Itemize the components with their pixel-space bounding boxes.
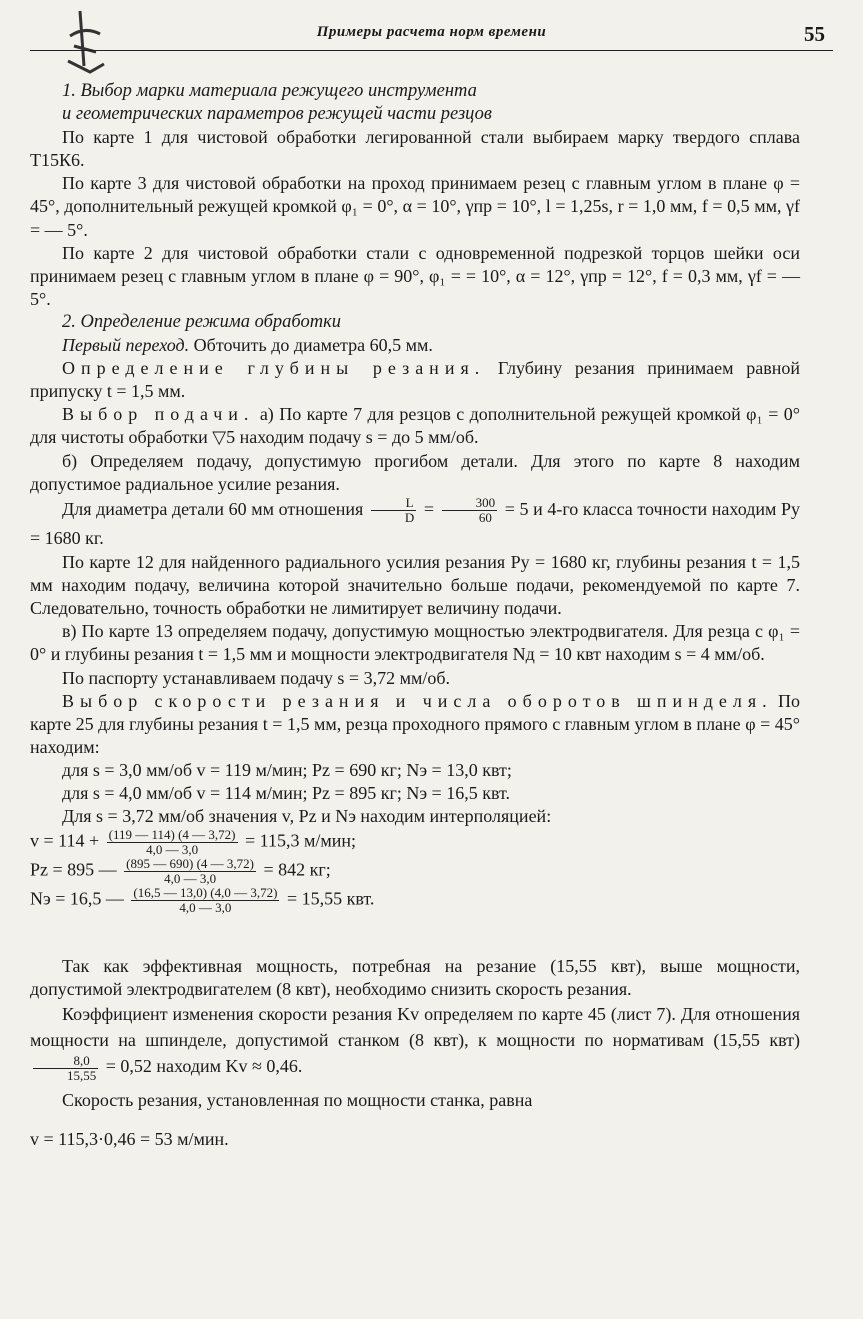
equation-final: v = 115,3·0,46 = 53 м/мин. (30, 1128, 229, 1149)
equation-n: Nэ = 16,5 — $\frac{(16,5 — 13,0) (4,0 — 3,72)}{4,0 — 3,0}$ = 15,55 квт. (30, 885, 375, 916)
section-heading-1-cont: и геометрических параметров режущей части резцов (62, 104, 492, 125)
fraction: $\frac{(119 — 114) (4 — 3,72)}{4,0 — 3,0}$ (108, 827, 236, 858)
paragraph: Так как эффективная мощность, потребная на резание (15,55 квт), выше мощности, допустимой электродвигателем (8 квт), необходимо снизить скорость резания. (30, 956, 800, 1000)
page-body (30, 80, 800, 1151)
header-title: Примеры расчета норм времени (316, 24, 547, 40)
paragraph-with-fraction: Коэффициент изменения скорости резания Kv определяем по карте 45 (лист 7). Для отношения мощности на шпинделе, допустимой станком (8 квт), к мощности по нормативам (15,55 квт) $\frac{8,0}{15,55}$ = 0,52 находим Kv ≈ 0,46. (30, 1004, 800, 1083)
paragraph-lead: Выбор скорости резания и числа оборотов шпинделя. (62, 690, 773, 711)
paragraph-lead: Первый переход. (62, 335, 190, 356)
paragraph: Выбор скорости резания и числа оборотов шпинделя. По карте 25 для глубины резания t = 1,5 мм, резца проходного прямого с главным углом в плане φ = 45° находим: (30, 690, 800, 757)
paragraph: для s = 3,0 мм/об v = 119 м/мин; Pz = 690 кг; Nэ = 13,0 квт; (62, 759, 512, 780)
paragraph: По паспорту устанавливаем подачу s = 3,72 мм/об. (62, 667, 451, 688)
paragraph: Выбор подачи. а) По карте 7 для резцов с дополнительной режущей кромкой φ₁ = 0° для чистоты обработки ▽5 находим подачу s = до 5 мм/об. (30, 404, 801, 448)
section-heading-1: 1. Выбор марки материала режущего инструмента (62, 81, 477, 101)
paragraph: в) По карте 13 определяем подачу, допустимую мощностью электродвигателя. Для резца с φ₁ = 0° и глубины резания t = 1,5 мм и мощности электродвигателя Nд = 10 квт находим s = 4 мм/об. (30, 621, 800, 665)
spacer (30, 915, 800, 955)
paragraph-with-fraction: Для диаметра детали 60 мм отношения $\frac{L}{D}$ = $\frac{300}{60}$ = 5 и 4-го класса точности находим Pу = 1680 кг. (30, 495, 800, 549)
fraction: $\frac{8,0}{15,55}$ (33, 1054, 98, 1083)
paragraph: для s = 4,0 мм/об v = 114 м/мин; Pz = 895 кг; Nэ = 16,5 квт. (62, 783, 511, 803)
paragraph: По карте 2 для чистовой обработки стали с одновременной подрезкой торцов шейки оси принимаем резец с главным углом в плане φ = 90°, φ₁ = = 10°, α = 12°, γпр = 12°, f = 0,3 мм, γf = — 5°. (30, 242, 800, 309)
paragraph: б) Определяем подачу, допустимую прогибом детали. Для этого по карте 8 находим допустимое радиальное усилие резания. (30, 450, 800, 494)
page-number: 55 (804, 22, 825, 46)
equation-pz: Pz = 895 — $\frac{(895 — 690) (4 — 3,72)}{4,0 — 3,0}$ = 842 кг; (30, 856, 331, 887)
paragraph: Скорость резания, установленная по мощности станка, равна (62, 1089, 533, 1110)
paragraph: Для s = 3,72 мм/об значения v, Pz и Nэ находим интерполяцией: (62, 806, 552, 827)
fraction: $\frac{300}{60}$ (442, 496, 498, 525)
paragraph: По карте 12 для найденного радиального усилия резания Pу = 1680 кг, глубины резания t = 1,5 мм находим подачу, величина которой значительно больше подачи, рекомендуемой по карте 7. Следовательно, точность обработки не лимитирует величину подачи. (30, 552, 800, 619)
paragraph: Первый переход. Обточить до диаметра 60,5 мм. (62, 335, 433, 356)
paragraph-lead: Определение глубины резания. (62, 358, 486, 379)
paragraph: По карте 1 для чистовой обработки легированной стали выбираем марку твердого сплава Т15К6. (30, 127, 800, 171)
paragraph: Определение глубины резания. Глубину резания принимаем равной припуску t = 1,5 мм. (30, 358, 801, 402)
paragraph-lead: Выбор подачи. (62, 404, 255, 425)
fraction: $\frac{(895 — 690) (4 — 3,72)}{4,0 — 3,0}$ (126, 856, 254, 887)
paragraph: По карте 3 для чистовой обработки на проход принимаем резец с главным углом в плане φ = 45°, дополнительный режущей кромкой φ₁ = 0°, α = 10°, γпр = 10°, l = 1,25s, r = 1,0 мм, f = 0,5 мм, γf = — 5°. (30, 173, 800, 240)
equation-v: v = 114 + $\frac{(119 — 114) (4 — 3,72)}{4,0 — 3,0}$ = 115,3 м/мин; (30, 827, 357, 858)
fraction: $\frac{(16,5 — 13,0) (4,0 — 3,72)}{4,0 — 3,0}$ (133, 885, 278, 916)
section-heading-2: 2. Определение режима обработки (62, 311, 341, 332)
fraction: $\frac{L}{D}$ (371, 496, 416, 525)
running-header (30, 22, 833, 51)
